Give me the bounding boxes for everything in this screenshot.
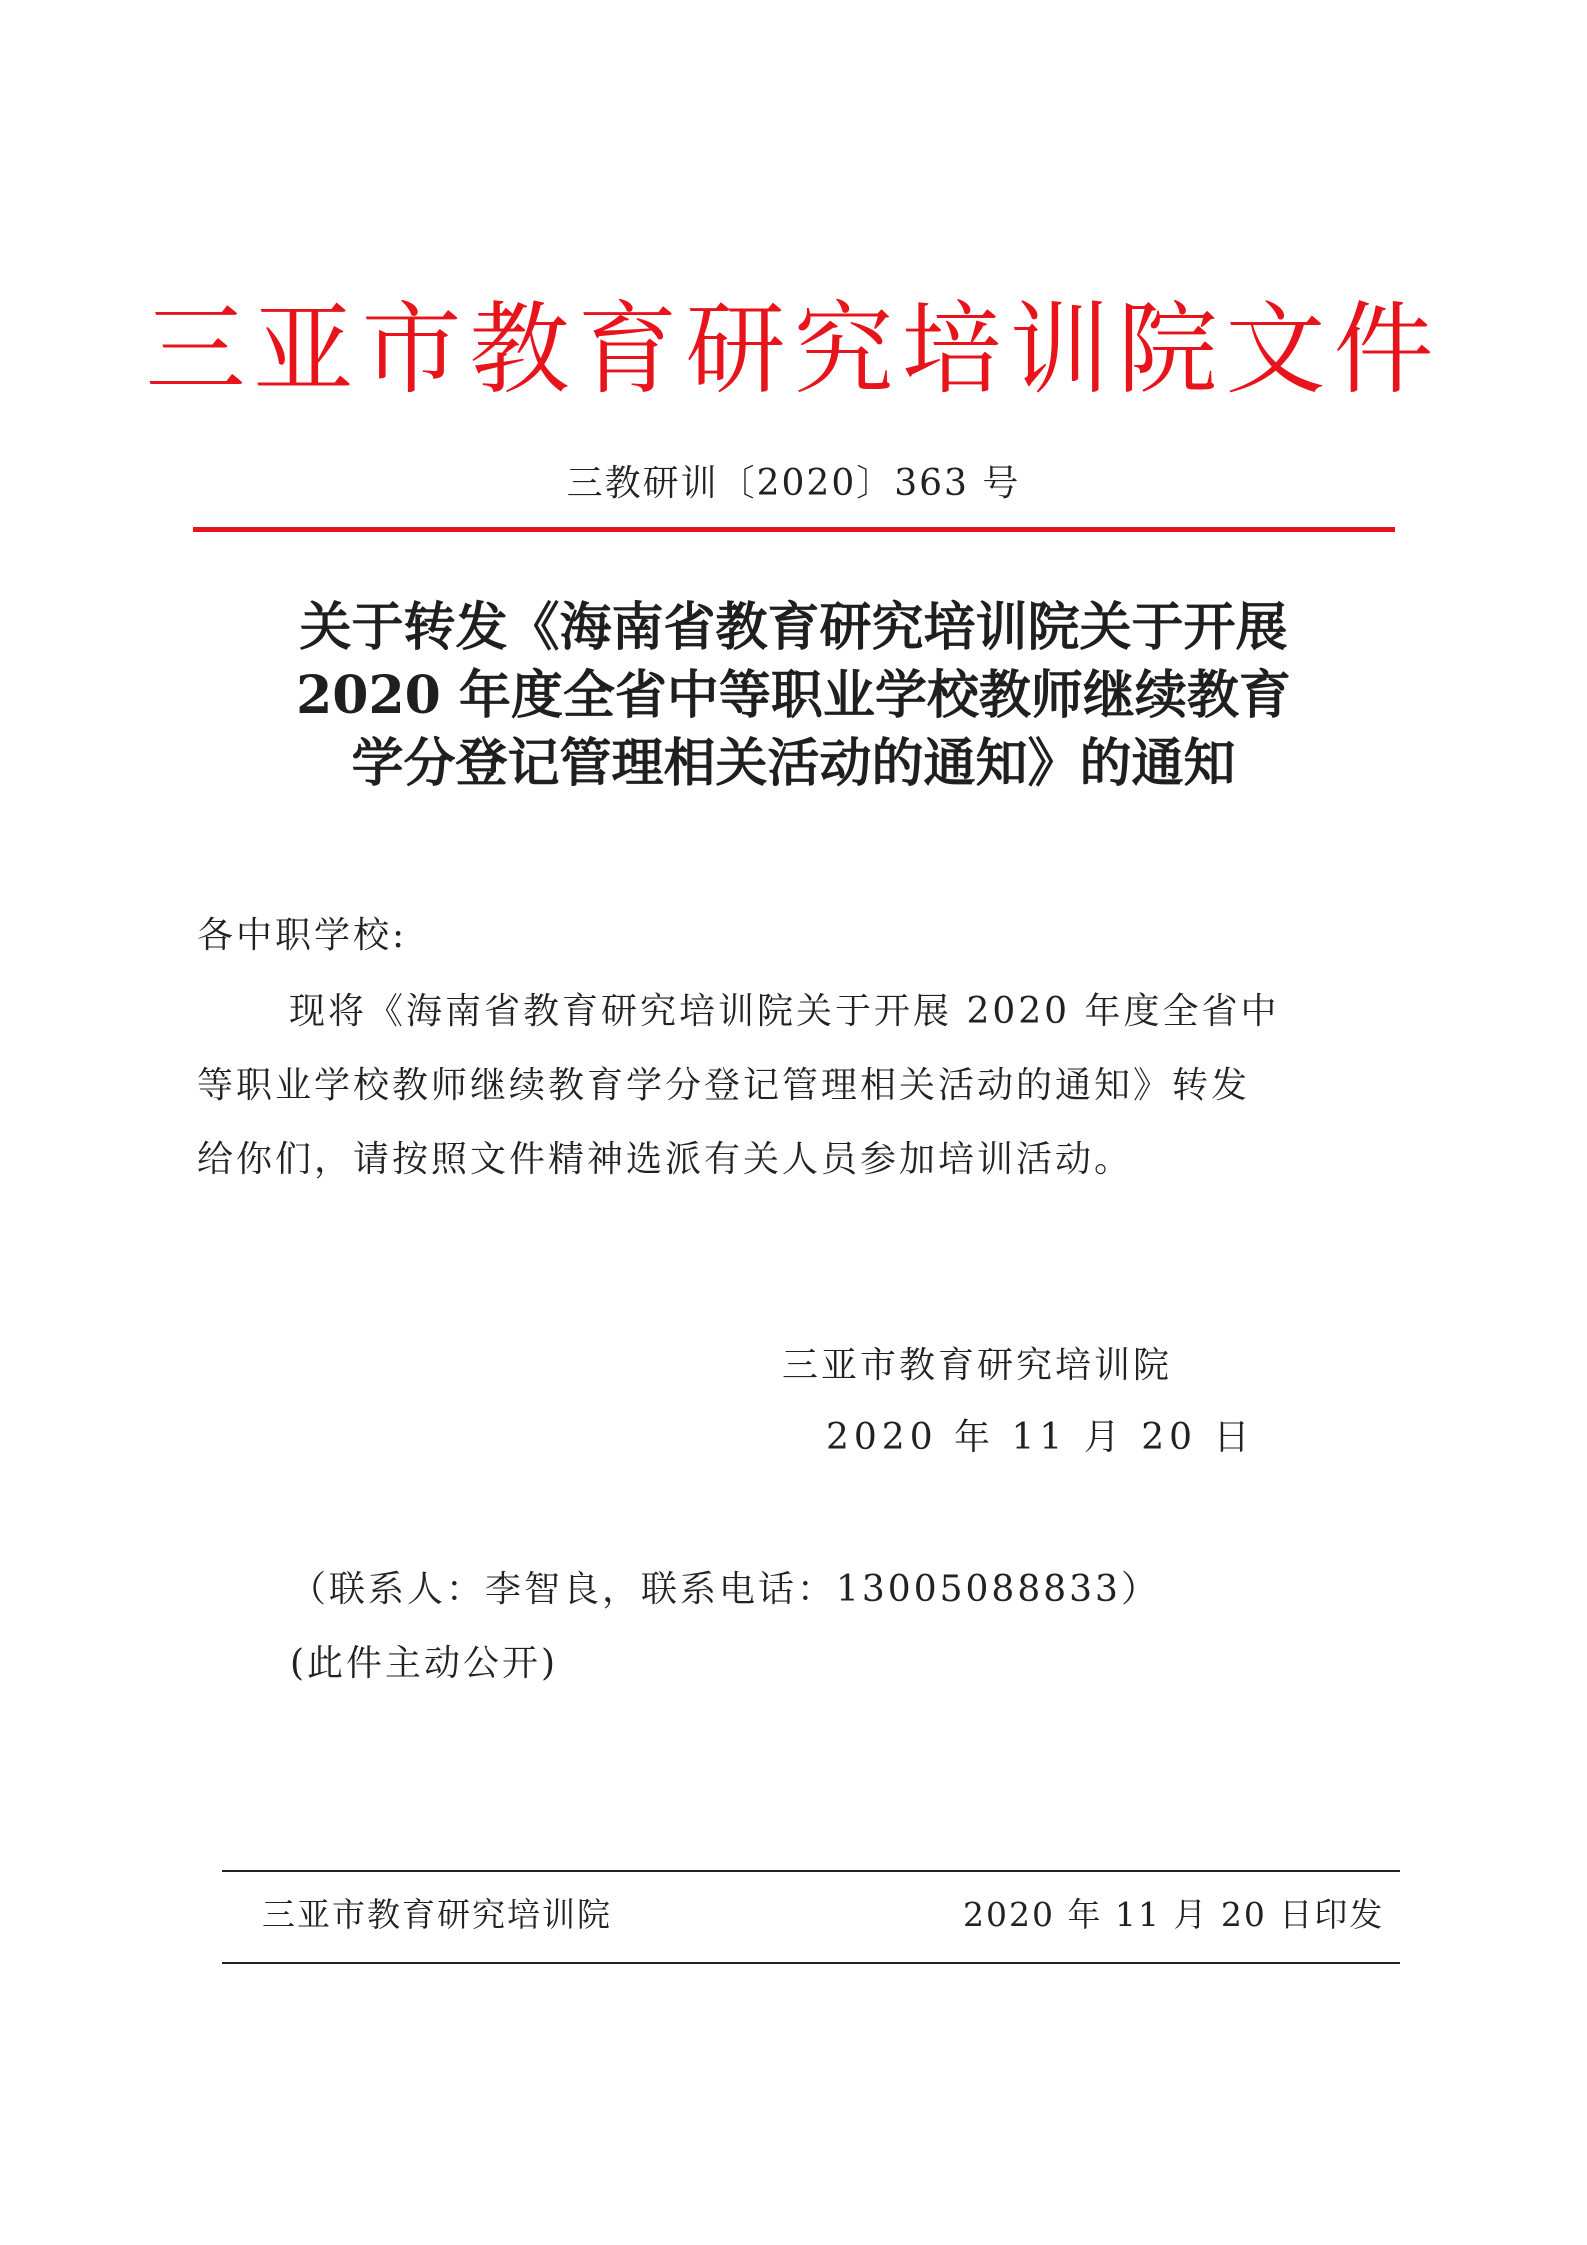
paragraph-line: 给你们，请按照文件精神选派有关人员参加培训活动。 xyxy=(197,1139,1134,1180)
title-line: 学分登记管理相关活动的通知》的通知 xyxy=(351,733,1236,794)
footer-top-rule xyxy=(222,1870,1400,1872)
footer-org: 三亚市教育研究培训院 xyxy=(262,1895,612,1934)
masthead-title: 三亚市教育研究培训院文件 xyxy=(145,291,1442,408)
public-note: (此件主动公开) xyxy=(290,1643,559,1684)
document-title xyxy=(150,594,1437,798)
title-line: 2020 年度全省中等职业学校教师继续教育 xyxy=(296,665,1291,726)
paragraph-line: 等职业学校教师继续教育学分登记管理相关活动的通知》转发 xyxy=(197,1065,1251,1106)
footer-issue-date: 2020 年 11 月 20 日印发 xyxy=(963,1895,1385,1934)
footer-bottom-rule xyxy=(222,1962,1400,1964)
paragraph-line: 现将《海南省教育研究培训院关于开展 2020 年度全省中 xyxy=(289,991,1280,1032)
signature-org: 三亚市教育研究培训院 xyxy=(782,1345,1173,1386)
body-paragraph xyxy=(197,975,1407,1197)
contact-note: （联系人：李智良，联系电话：13005088833） xyxy=(290,1569,1160,1610)
salutation: 各中职学校: xyxy=(197,915,408,956)
red-header-rule xyxy=(193,527,1395,532)
title-line: 关于转发《海南省教育研究培训院关于开展 xyxy=(299,597,1288,658)
document-number: 三教研训〔2020〕363 号 xyxy=(566,463,1021,504)
signature-date: 2020 年 11 月 20 日 xyxy=(826,1417,1255,1458)
